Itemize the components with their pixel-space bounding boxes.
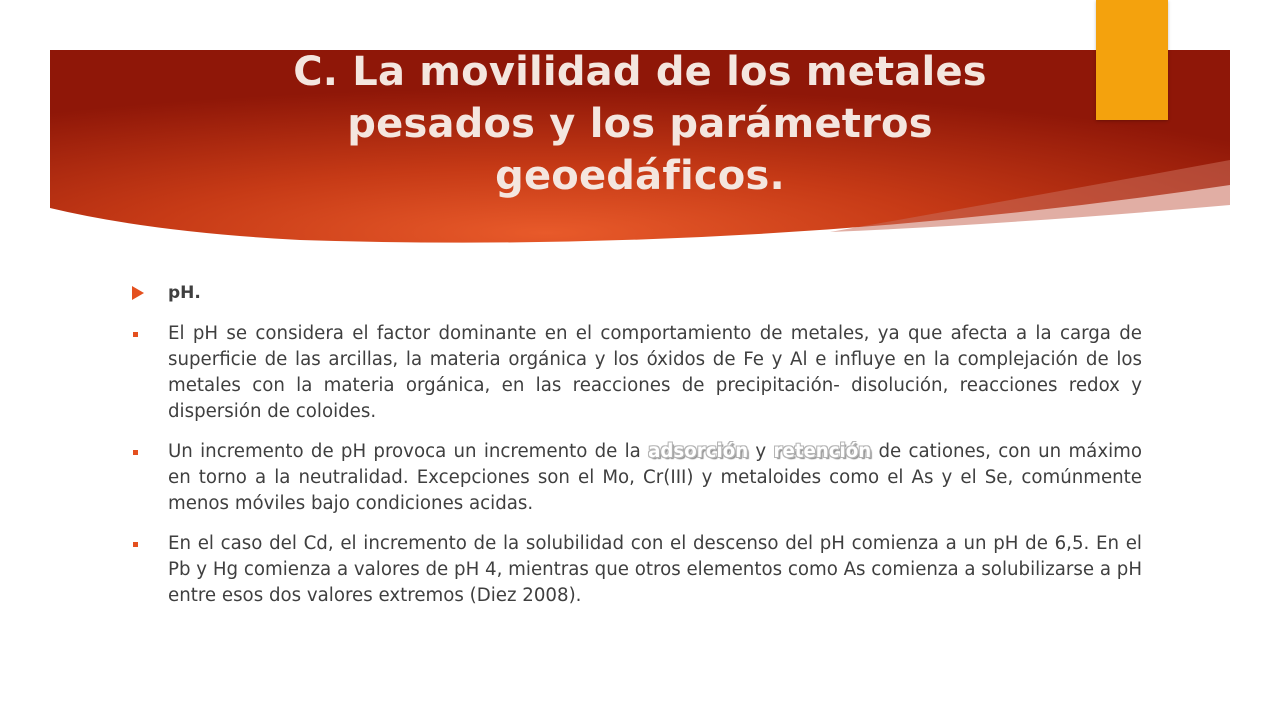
paragraph-1 (132, 321, 1142, 425)
paragraph-2-end: de cationes, con un máximo en torno a la neutralidad. Excepciones son el Mo, Cr(III) y metaloides como el As y el Se, comúnmente menos móviles bajo condiciones acidas. (168, 441, 1142, 514)
paragraph-2-connector: y (748, 441, 774, 462)
highlight-adsorcion: adsorción (648, 441, 749, 462)
square-bullet-icon (132, 439, 168, 465)
paragraph-1-text: El pH se considera el factor dominante en el comportamiento de metales, ya que afecta a la carga de superficie de las arcillas, la materia orgánica y los óxidos de Fe y Al e influye en la complejación de los metales con la materia orgánica, en las reacciones de precipitación- disolución, reacciones redox y dispersión de coloides. (168, 323, 1142, 422)
paragraph-2 (132, 439, 1142, 517)
accent-tab (1096, 0, 1168, 120)
paragraph-2-start: Un incremento de pH provoca un incremento de la (168, 441, 649, 462)
paragraph-3 (132, 531, 1142, 609)
square-bullet-icon (132, 531, 168, 557)
highlight-retencion: retención (773, 441, 872, 462)
slide-content (132, 279, 1142, 623)
slide-title: C. La movilidad de los metales pesados y los parámetros geoedáficos. (293, 49, 987, 199)
paragraph-3-text: En el caso del Cd, el incremento de la solubilidad con el descenso del pH comienza a un pH de 6,5. En el Pb y Hg comienza a valores de pH 4, mientras que otros elementos como As comienza a solubilizarse a pH entre esos dos valores extremos (Diez 2008). (168, 533, 1142, 606)
heading-bullet (132, 279, 1142, 307)
triangle-bullet-icon (132, 279, 168, 307)
paragraph-2-text (168, 439, 1142, 517)
heading-text: pH. (168, 283, 201, 303)
square-bullet-icon (132, 321, 168, 347)
